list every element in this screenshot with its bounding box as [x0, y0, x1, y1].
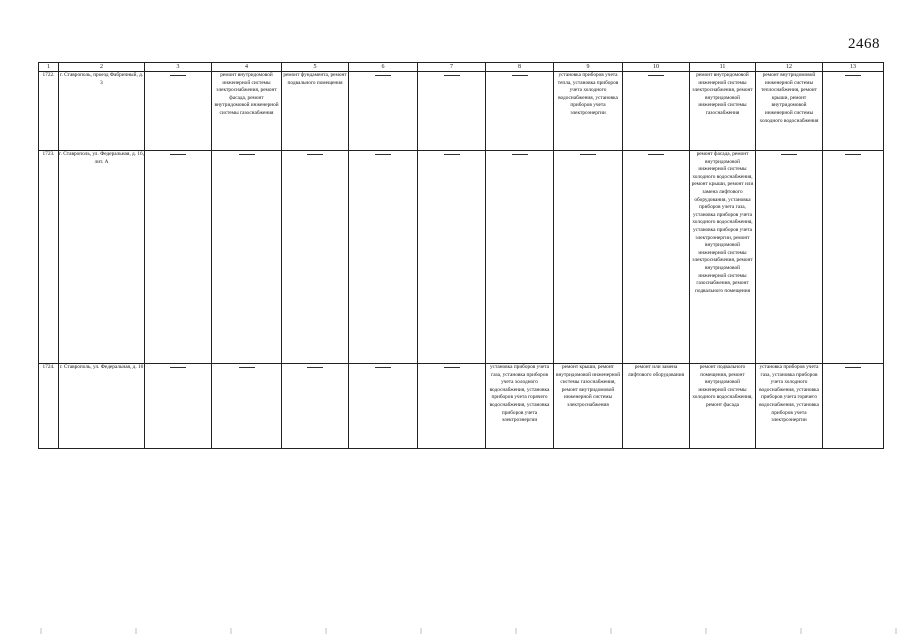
empty-cell [823, 72, 884, 151]
dash-mark [444, 75, 460, 76]
col-header: 1 [39, 63, 59, 72]
works-text: ремонт подвального помещения, ремонт внутридомовой инженерной системы холодного водоснабжения, ремонт фасада [692, 364, 753, 408]
col-header: 4 [212, 63, 282, 72]
table-row [39, 364, 884, 449]
works-cell [486, 364, 554, 449]
dash-mark [170, 75, 186, 76]
works-cell [623, 364, 690, 449]
dash-mark [512, 75, 528, 76]
dash-mark [375, 367, 391, 368]
works-cell [282, 72, 349, 151]
column-number-row [39, 63, 884, 72]
works-text: ремонт внутридомовой инженерной системы электроснабжения, ремонт фасада, ремонт внутридомовой инженерной системы газоснабжения [214, 72, 279, 116]
works-text: ремонт внутридомовой инженерной системы электроснабжения, ремонт внутридомовой инженерной системы газоснабжения [692, 72, 753, 116]
empty-cell [349, 151, 418, 364]
empty-cell [623, 151, 690, 364]
dash-mark [375, 154, 391, 155]
table-row [39, 72, 884, 151]
page-number: 2468 [848, 36, 880, 52]
works-cell [554, 72, 623, 151]
col-header: 3 [145, 63, 212, 72]
address-cell: г. Ставрополь, ул. Федеральная, д. 16 [59, 364, 145, 449]
row-number: 1724. [39, 364, 59, 449]
dash-mark [444, 154, 460, 155]
works-text: ремонт фундамента, ремонт подвального помещения [283, 72, 347, 86]
empty-cell [418, 364, 486, 449]
empty-cell [282, 364, 349, 449]
empty-cell [756, 151, 823, 364]
col-header: 6 [349, 63, 418, 72]
dash-mark [512, 154, 528, 155]
col-header: 7 [418, 63, 486, 72]
works-cell [756, 72, 823, 151]
works-cell [690, 72, 756, 151]
works-cell [690, 364, 756, 449]
empty-cell [418, 151, 486, 364]
col-header: 8 [486, 63, 554, 72]
col-header: 9 [554, 63, 623, 72]
empty-cell [145, 72, 212, 151]
works-text: ремонт или замена лифтового оборудования [627, 364, 685, 378]
row-number: 1722. [39, 72, 59, 151]
empty-cell [623, 72, 690, 151]
works-text: установка приборов учета тепла, установка приборов учета холодного водоснабжения, установка приборов учета электроэнергии [557, 72, 619, 116]
empty-cell [418, 72, 486, 151]
works-text: ремонт крыши, ремонт внутридомовой инженерной системы газоснабжения, ремонт внутридомовой инженерной системы электроснабжения [555, 364, 621, 408]
empty-cell [349, 364, 418, 449]
dash-mark [444, 367, 460, 368]
col-header: 11 [690, 63, 756, 72]
col-header: 12 [756, 63, 823, 72]
empty-cell [349, 72, 418, 151]
table-row [39, 151, 884, 364]
col-header: 10 [623, 63, 690, 72]
col-header: 13 [823, 63, 884, 72]
dash-mark [375, 75, 391, 76]
empty-cell [145, 151, 212, 364]
works-cell [554, 364, 623, 449]
dash-mark [170, 367, 186, 368]
empty-cell [212, 364, 282, 449]
empty-cell [212, 151, 282, 364]
works-cell [212, 72, 282, 151]
works-cell [756, 364, 823, 449]
empty-cell [486, 151, 554, 364]
empty-cell [554, 151, 623, 364]
dash-mark [239, 154, 255, 155]
dash-mark [781, 154, 797, 155]
col-header: 2 [59, 63, 145, 72]
dash-mark [845, 367, 861, 368]
works-text: установка приборов учета газа, установка приборов учета холодного водоснабжения, установка приборов учета горячего водоснабжения, установка приборов учета электроэнергии [489, 364, 550, 424]
dash-mark [307, 367, 323, 368]
dash-mark [239, 367, 255, 368]
empty-cell [823, 151, 884, 364]
dash-mark [170, 154, 186, 155]
dash-mark [648, 75, 664, 76]
empty-cell [282, 151, 349, 364]
row-number: 1723. [39, 151, 59, 364]
dash-mark [845, 154, 861, 155]
address-cell: г. Ставрополь, проезд Фабричный, д. 3 [59, 72, 145, 151]
works-cell [690, 151, 756, 364]
scan-edge-noise [0, 628, 905, 634]
works-text: установка приборов учета газа, установка приборов учета холодного водоснабжения, установка приборов учета горячего водоснабжения, установка приборов учета электроэнергии [759, 364, 819, 424]
works-text: ремонт фасада, ремонт внутридомовой инженерной системы холодного водоснабжения, ремонт крыши, ремонт или замена лифтового оборудования, установка приборов учета газа, установка приборов учета холодного водоснабжения, установка приборов учета электроэнергии, ремонт внутридомовой инженерной системы электроснабжения, ремонт внутридомовой инженерной системы газоснабжения, ремонт подвального помещения [691, 151, 754, 294]
dash-mark [580, 154, 596, 155]
dash-mark [307, 154, 323, 155]
dash-mark [845, 75, 861, 76]
dash-mark [648, 154, 664, 155]
works-text: ремонт внутридомовой инженерной системы теплоснабжения, ремонт крыши, ремонт внутридомовой инженерной системы холодного водоснабжения [759, 72, 819, 124]
repair-schedule-table [38, 62, 884, 449]
col-header: 5 [282, 63, 349, 72]
address-cell: г. Ставрополь, ул. Федеральная, д. 16, лит. А [59, 151, 145, 364]
empty-cell [486, 72, 554, 151]
empty-cell [145, 364, 212, 449]
empty-cell [823, 364, 884, 449]
